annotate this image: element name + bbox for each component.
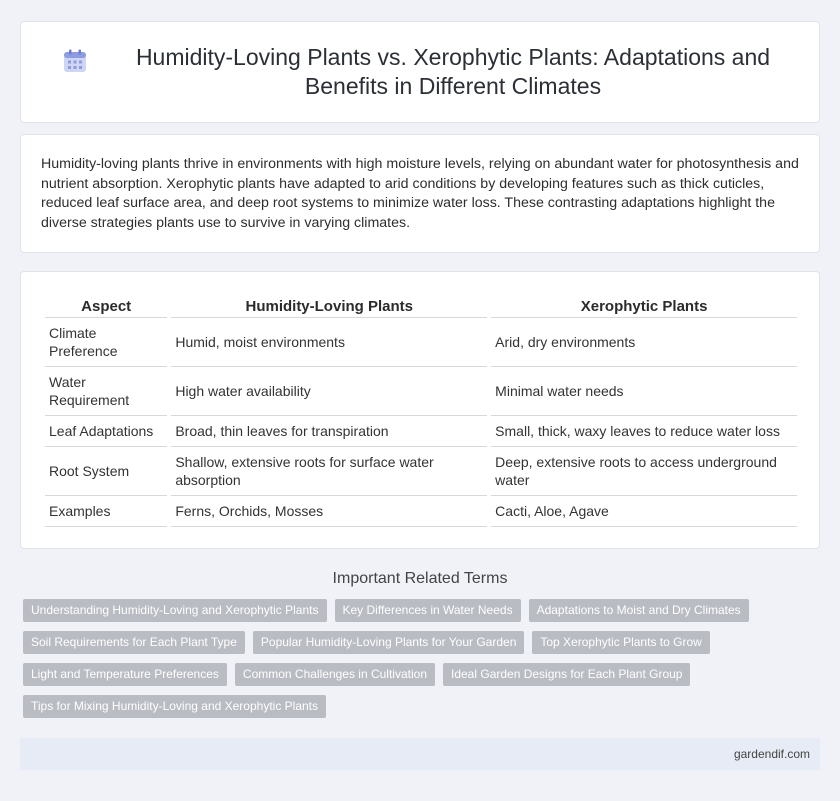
- row-aspect: Root System: [45, 447, 167, 496]
- row-humidity-value: Ferns, Orchids, Mosses: [171, 496, 487, 527]
- related-tag[interactable]: Top Xerophytic Plants to Grow: [532, 631, 709, 654]
- page-title: Humidity-Loving Plants vs. Xerophytic Plants: Adaptations and Benefits in Different Climates: [135, 44, 771, 99]
- row-humidity-value: High water availability: [171, 367, 487, 416]
- row-aspect: Leaf Adaptations: [45, 416, 167, 447]
- related-terms-title: Important Related Terms: [332, 570, 508, 587]
- table-row: [45, 416, 797, 447]
- row-humidity-value: Humid, moist environments: [171, 318, 487, 367]
- related-tag[interactable]: Soil Requirements for Each Plant Type: [23, 631, 245, 654]
- row-xerophytic-value: Deep, extensive roots to access underground water: [491, 447, 797, 496]
- related-tag[interactable]: Ideal Garden Designs for Each Plant Group: [443, 663, 690, 686]
- table-row: [45, 367, 797, 416]
- row-aspect: Climate Preference: [45, 318, 167, 367]
- header-aspect: Aspect: [45, 294, 167, 318]
- related-terms-section: [20, 570, 820, 718]
- header-humidity-loving: Humidity-Loving Plants: [171, 294, 487, 318]
- table-row: [45, 318, 797, 367]
- table-row: [45, 447, 797, 496]
- comparison-table-card: [20, 271, 820, 549]
- related-tag[interactable]: Adaptations to Moist and Dry Climates: [529, 599, 749, 622]
- related-tag[interactable]: Popular Humidity-Loving Plants for Your Garden: [253, 631, 524, 654]
- header-xerophytic: Xerophytic Plants: [491, 294, 797, 318]
- title-wrap: [2, 43, 838, 101]
- comparison-table: [41, 294, 801, 527]
- intro-card: [20, 134, 820, 253]
- related-tag[interactable]: Common Challenges in Cultivation: [235, 663, 435, 686]
- related-tag[interactable]: Understanding Humidity-Loving and Xerophytic Plants: [23, 599, 327, 622]
- row-xerophytic-value: Arid, dry environments: [491, 318, 797, 367]
- table-row: [45, 496, 797, 527]
- related-tag[interactable]: Light and Temperature Preferences: [23, 663, 227, 686]
- row-humidity-value: Shallow, extensive roots for surface water absorption: [171, 447, 487, 496]
- row-xerophytic-value: Cacti, Aloe, Agave: [491, 496, 797, 527]
- footer: [20, 738, 820, 770]
- related-tag[interactable]: Key Differences in Water Needs: [335, 599, 521, 622]
- row-xerophytic-value: Small, thick, waxy leaves to reduce water loss: [491, 416, 797, 447]
- header-card: [20, 21, 820, 123]
- row-xerophytic-value: Minimal water needs: [491, 367, 797, 416]
- related-tags: [20, 599, 820, 718]
- row-humidity-value: Broad, thin leaves for transpiration: [171, 416, 487, 447]
- calendar-icon: [62, 48, 88, 74]
- related-tag[interactable]: Tips for Mixing Humidity-Loving and Xerophytic Plants: [23, 695, 326, 718]
- table-header-row: [45, 294, 797, 318]
- row-aspect: Examples: [45, 496, 167, 527]
- row-aspect: Water Requirement: [45, 367, 167, 416]
- intro-text: Humidity-loving plants thrive in environments with high moisture levels, relying on abundant water for photosynthesis and nutrient absorption. Xerophytic plants have adapted to arid conditions by developing features such as thick cuticles, reduced leaf surface area, and deep root systems to minimize water loss. These contrasting adaptations highlight the diverse strategies plants use to survive in varying climates.: [41, 156, 799, 231]
- footer-site-link[interactable]: gardendif.com: [733, 747, 810, 761]
